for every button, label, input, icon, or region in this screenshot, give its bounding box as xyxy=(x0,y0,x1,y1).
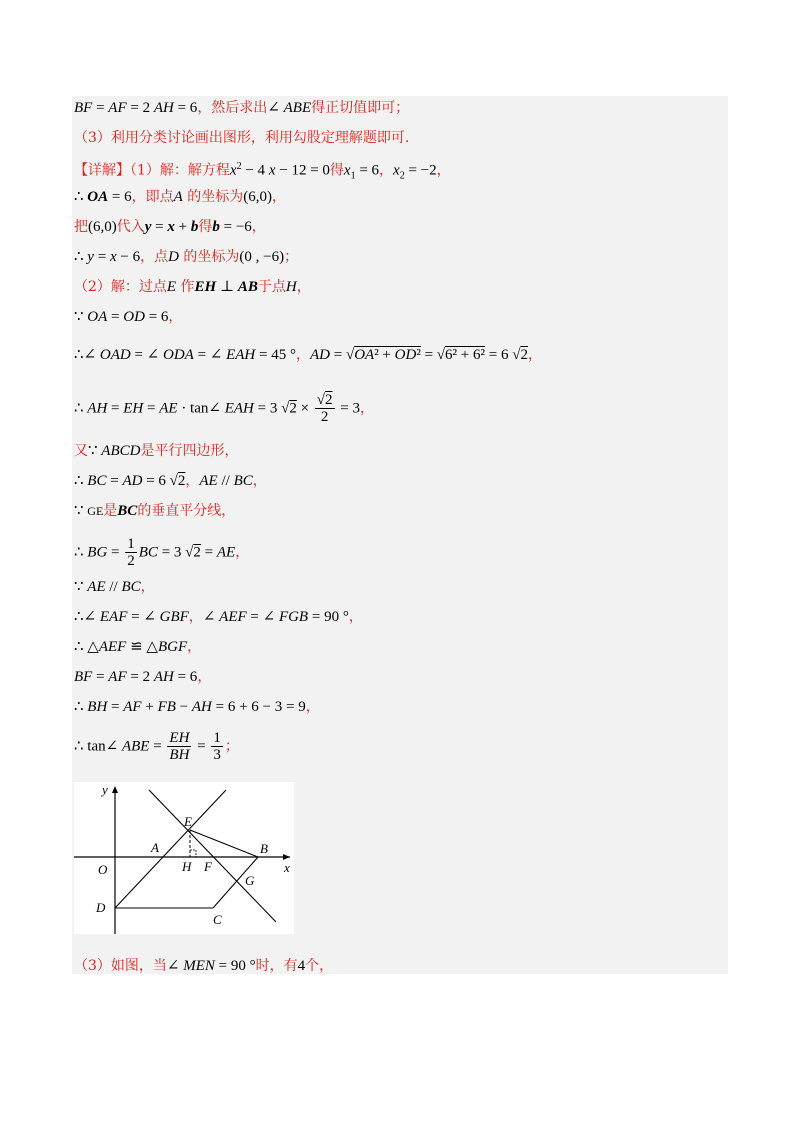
text-line-2: 【详解】（1）解：解方程$x^2 - 4$ x − 12 = 0得$x_1 = 6$，$x_2 = -2$， xyxy=(74,161,451,182)
text-line-9: ∴ AH = EH = AE · tan∠ EAH = 3 √2 × $\frac{√2}{2}$ = 3， xyxy=(74,392,374,425)
text-line-0: BF = AF = 2 AH = 6，然后求出∠ ABE得正切值即可； xyxy=(74,100,410,116)
label-D: D xyxy=(96,900,106,915)
text-line-15: ∴∠ EAF = ∠ GBF，∠ AEF = ∠ FGB = 90 °， xyxy=(74,609,363,625)
geometry-figure xyxy=(74,782,294,934)
label-A: A xyxy=(151,840,159,855)
label-H: H xyxy=(182,859,192,874)
label-O: O xyxy=(98,862,108,877)
label-B: B xyxy=(260,841,268,856)
text-line-10: 又∵ ABCD是平行四边形， xyxy=(74,443,239,459)
label-y: y xyxy=(102,782,108,797)
coordinate-diagram xyxy=(74,782,294,934)
text-line-7: ∵ OA = OD = 6， xyxy=(74,309,183,325)
label-E: E xyxy=(184,814,192,829)
text-line-8: ∴∠ OAD = ∠ ODA = ∠ EAH = 45 °，AD = √OA² + OD² = √6² + 6² = 6 √2， xyxy=(74,347,542,363)
text-line-13: ∴ BG = $\frac{1}{2}$ BC = 3 √2 = AE， xyxy=(74,536,250,569)
label-G: G xyxy=(245,873,255,888)
text-line-16: ∴ △AEF ≌ △BGF， xyxy=(74,639,202,655)
text-line-6: （2）解：过点E 作EH ⊥ AB于点H， xyxy=(74,279,311,295)
label-x: x xyxy=(284,860,290,875)
text-line-1: （3）利用分类讨论画出图形，利用勾股定理解题即可. xyxy=(74,130,410,146)
text-line-20: （3）如图，当∠ MEN = 90 °时，有4个， xyxy=(74,958,334,974)
text-line-14: ∵ AE // BC， xyxy=(74,579,155,595)
text-line-11: ∴ BC = AD = 6 √2，AE // BC， xyxy=(74,473,267,489)
text-line-19: ∴ tan∠ ABE = $\frac{EH}{BH}$ = $\frac{1}{3}$ ； xyxy=(74,730,239,763)
text-line-5: ∴ y = x − 6，点D 的坐标为(0 , −6)； xyxy=(74,249,299,265)
label-F: F xyxy=(204,859,212,874)
label-C: C xyxy=(213,912,222,927)
text-line-12: ∵ GE是BC的垂直平分线， xyxy=(74,503,236,519)
text-line-18: ∴ BH = AF + FB − AH = 6 + 6 − 3 = 9， xyxy=(74,699,320,715)
text-line-3: ∴ OA = 6，即点A 的坐标为(6,0)， xyxy=(74,189,286,205)
text-line-4: 把(6,0)代入y = x + b得b = −6， xyxy=(74,219,266,235)
text-line-17: BF = AF = 2 AH = 6， xyxy=(74,669,212,685)
